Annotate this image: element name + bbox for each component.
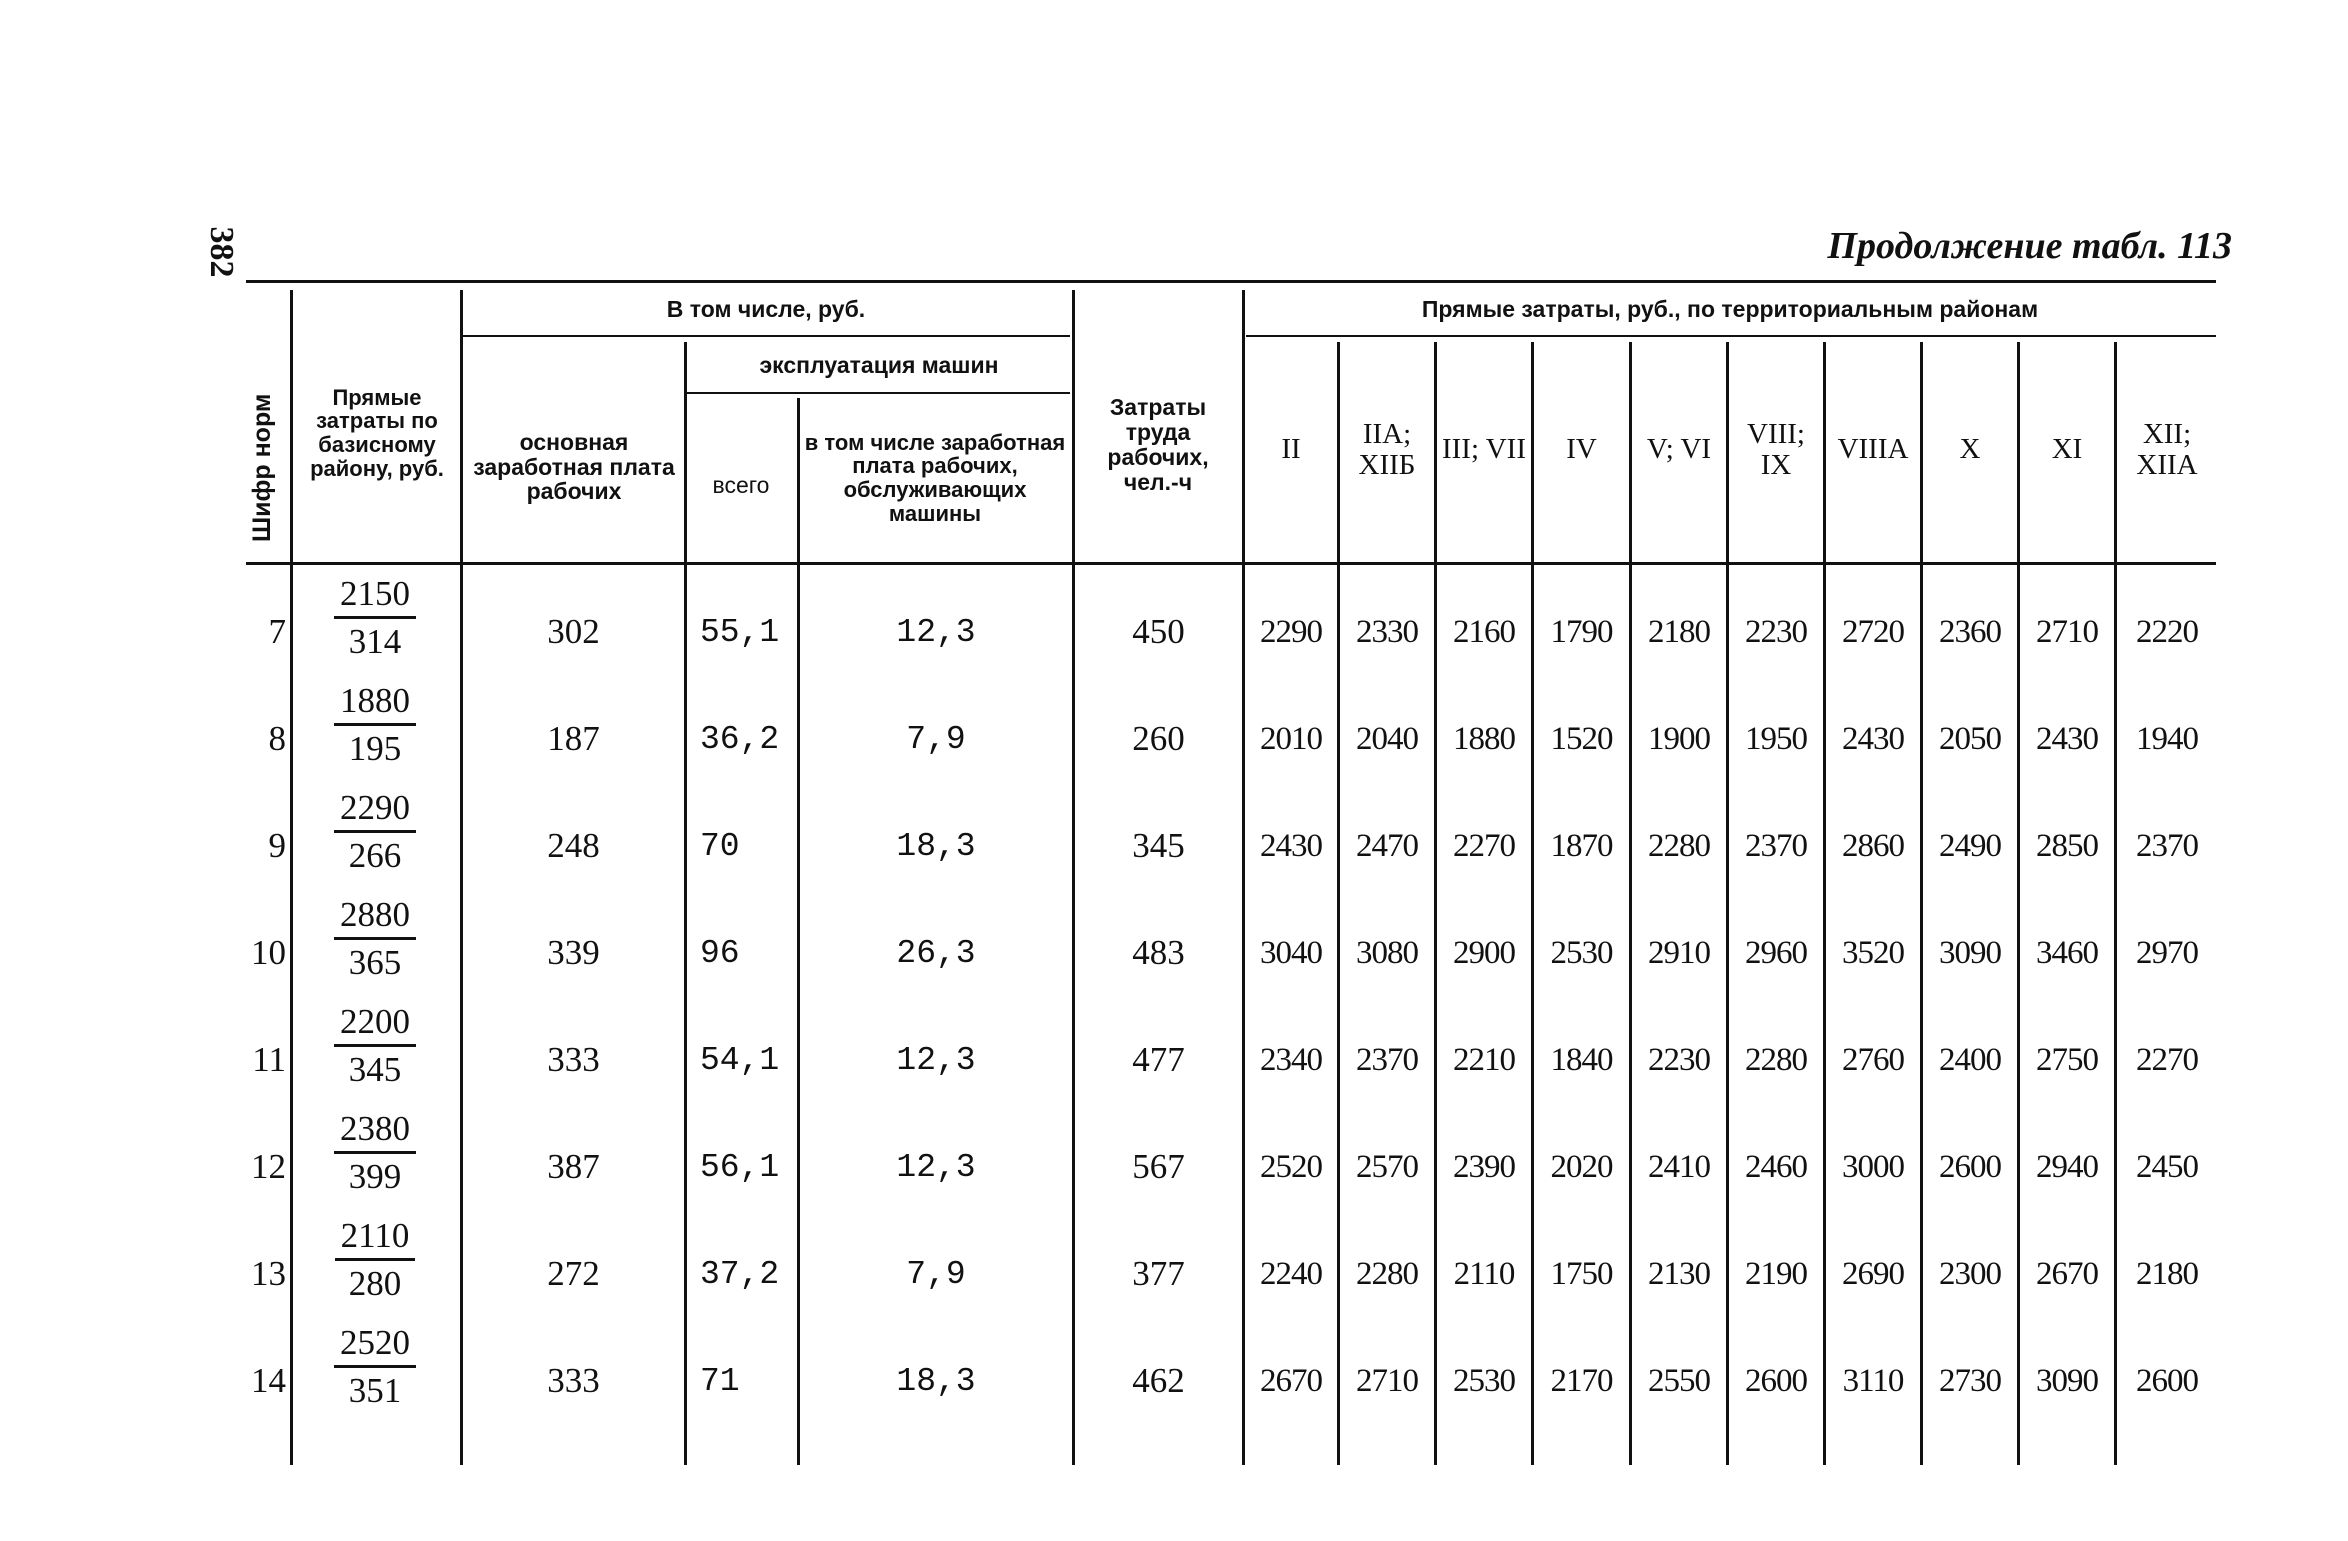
base-cost-lower-value: 399 xyxy=(348,1157,402,1196)
base-cost-value: 2110 xyxy=(335,1214,416,1261)
region-cost-value: 2280 xyxy=(1356,1255,1418,1292)
including-subrule xyxy=(462,335,1070,337)
header-base-cost: Прямые затраты по базисному району, руб. xyxy=(310,384,444,481)
region-cost-value: 2550 xyxy=(1648,1362,1710,1399)
region-cost-value: 2570 xyxy=(1356,1148,1418,1185)
labor-value: 450 xyxy=(1132,612,1185,651)
region-cost-value: 2970 xyxy=(2136,934,2198,971)
row-code: 14 xyxy=(251,1361,286,1400)
header-machine-wage: в том числе заработная плата рабочих, обслуживающих машины xyxy=(804,429,1066,526)
region-cost-value: 1750 xyxy=(1550,1255,1613,1292)
region-cost-value: 2470 xyxy=(1356,827,1418,864)
labor-value: 567 xyxy=(1132,1147,1185,1186)
region-cost-value: 2270 xyxy=(1453,827,1515,864)
base-cost-lower-value: 195 xyxy=(348,729,402,768)
region-cost-value: 2460 xyxy=(1745,1148,1807,1185)
region-cost-value: 1520 xyxy=(1550,720,1613,757)
region-cost-value: 2170 xyxy=(1550,1362,1613,1399)
region-cost-value: 2360 xyxy=(1939,613,2001,650)
region-cost-value: 2230 xyxy=(1745,613,1807,650)
region-cost-value: 2180 xyxy=(1648,613,1710,650)
machine-wage-value: 18,3 xyxy=(896,827,976,865)
base-wage-value: 272 xyxy=(547,1254,600,1293)
header-region: II xyxy=(1281,433,1301,466)
base-wage-value: 248 xyxy=(547,826,600,865)
region-cost-value: 2960 xyxy=(1745,934,1807,971)
base-cost-fraction xyxy=(289,679,461,772)
data-table xyxy=(246,280,2236,1470)
labor-value: 477 xyxy=(1132,1040,1185,1079)
header-region: VIIIA xyxy=(1837,433,1909,466)
base-cost-lower-value: 314 xyxy=(348,622,402,661)
machine-total-value: 37,2 xyxy=(700,1255,780,1293)
base-cost-lower-value: 280 xyxy=(348,1264,402,1303)
header-region: IIA; XIIБ xyxy=(1358,417,1416,481)
region-cost-value: 1840 xyxy=(1550,1041,1613,1078)
region-cost-value: 3110 xyxy=(1842,1362,1904,1399)
machine-wage-value: 12,3 xyxy=(896,1148,976,1186)
region-cost-value: 2940 xyxy=(2036,1148,2098,1185)
base-cost-lower-value: 266 xyxy=(348,836,402,875)
region-cost-value: 2430 xyxy=(1260,827,1322,864)
header-region: III; VII xyxy=(1441,433,1526,466)
region-cost-value: 2050 xyxy=(1939,720,2001,757)
labor-value: 483 xyxy=(1132,933,1185,972)
region-cost-value: 2450 xyxy=(2136,1148,2198,1185)
base-wage-value: 302 xyxy=(547,612,600,651)
machine-total-value: 55,1 xyxy=(700,613,780,651)
base-cost-fraction xyxy=(289,1107,461,1200)
region-cost-value: 2730 xyxy=(1939,1362,2001,1399)
region-cost-value: 2600 xyxy=(1939,1148,2001,1185)
machine-wage-value: 18,3 xyxy=(896,1362,976,1400)
region-cost-value: 2240 xyxy=(1260,1255,1322,1292)
region-cost-value: 1790 xyxy=(1550,613,1613,650)
region-cost-value: 2280 xyxy=(1745,1041,1807,1078)
region-cost-value: 2600 xyxy=(1745,1362,1807,1399)
region-cost-value: 3090 xyxy=(2036,1362,2098,1399)
row-code: 12 xyxy=(251,1147,286,1186)
base-wage-value: 187 xyxy=(547,719,600,758)
machine-total-value: 96 xyxy=(700,934,740,972)
region-cost-value: 2220 xyxy=(2136,613,2198,650)
header-including: В том числе, руб. xyxy=(666,295,866,322)
base-cost-value: 2290 xyxy=(334,786,416,833)
row-code: 7 xyxy=(268,612,286,651)
col-rule xyxy=(684,342,687,1465)
region-cost-value: 2180 xyxy=(2136,1255,2198,1292)
region-cost-value: 2230 xyxy=(1648,1041,1710,1078)
region-cost-value: 3000 xyxy=(1842,1148,1904,1185)
base-cost-fraction xyxy=(289,1214,461,1307)
base-cost-fraction xyxy=(289,893,461,986)
header-region: XII; XIIA xyxy=(2136,417,2198,481)
region-cost-value: 2850 xyxy=(2036,827,2098,864)
base-cost-value: 1880 xyxy=(334,679,416,726)
base-cost-lower-value: 345 xyxy=(348,1050,402,1089)
region-cost-value: 2900 xyxy=(1453,934,1515,971)
region-cost-value: 2670 xyxy=(2036,1255,2098,1292)
region-cost-value: 1900 xyxy=(1648,720,1710,757)
machine-total-value: 56,1 xyxy=(700,1148,780,1186)
labor-value: 462 xyxy=(1132,1361,1185,1400)
machine-total-value: 36,2 xyxy=(700,720,780,758)
region-cost-value: 2370 xyxy=(1356,1041,1418,1078)
region-cost-value: 3520 xyxy=(1842,934,1904,971)
machine-wage-value: 7,9 xyxy=(906,1255,966,1293)
region-cost-value: 2370 xyxy=(2136,827,2198,864)
header-code: Шифр норм xyxy=(248,393,276,542)
region-cost-value: 1950 xyxy=(1745,720,1807,757)
base-cost-fraction xyxy=(289,786,461,879)
table-top-rule xyxy=(246,280,2216,283)
region-cost-value: 3040 xyxy=(1260,934,1322,971)
region-cost-value: 2710 xyxy=(1356,1362,1418,1399)
region-cost-value: 2010 xyxy=(1260,720,1322,757)
region-cost-value: 2300 xyxy=(1939,1255,2001,1292)
machine-wage-value: 26,3 xyxy=(896,934,976,972)
machine-total-value: 71 xyxy=(700,1362,740,1400)
region-cost-value: 2330 xyxy=(1356,613,1418,650)
region-cost-value: 2530 xyxy=(1453,1362,1515,1399)
region-cost-value: 2430 xyxy=(2036,720,2098,757)
header-region: XI xyxy=(2051,433,2083,466)
header-region: X xyxy=(1959,433,1981,466)
region-cost-value: 2040 xyxy=(1356,720,1418,757)
region-cost-value: 2160 xyxy=(1453,613,1515,650)
regions-subrule xyxy=(1246,335,2216,337)
header-base-wage: основная заработная плата рабочих xyxy=(473,428,675,505)
region-cost-value: 2020 xyxy=(1550,1148,1613,1185)
region-cost-value: 3090 xyxy=(1939,934,2001,971)
machine-wage-value: 7,9 xyxy=(906,720,966,758)
machine-wage-value: 12,3 xyxy=(896,613,976,651)
region-cost-value: 2410 xyxy=(1648,1148,1710,1185)
region-cost-value: 2670 xyxy=(1260,1362,1322,1399)
region-cost-value: 2400 xyxy=(1939,1041,2001,1078)
region-cost-value: 2720 xyxy=(1842,613,1904,650)
header-machine: эксплуатация машин xyxy=(759,351,999,378)
region-cost-value: 2370 xyxy=(1745,827,1807,864)
header-region: V; VI xyxy=(1646,433,1712,466)
base-cost-value: 2880 xyxy=(334,893,416,940)
region-cost-value: 2750 xyxy=(2036,1041,2098,1078)
base-wage-value: 339 xyxy=(547,933,600,972)
row-code: 9 xyxy=(268,826,286,865)
header-regions: Прямые затраты, руб., по территориальным районам xyxy=(1421,295,2039,322)
region-cost-value: 2430 xyxy=(1842,720,1904,757)
region-cost-value: 2910 xyxy=(1648,934,1710,971)
row-code: 13 xyxy=(251,1254,286,1293)
region-cost-value: 2690 xyxy=(1842,1255,1904,1292)
base-wage-value: 387 xyxy=(547,1147,600,1186)
region-cost-value: 2520 xyxy=(1260,1148,1322,1185)
base-cost-lower-value: 365 xyxy=(348,943,402,982)
base-cost-value: 2380 xyxy=(334,1107,416,1154)
table-caption: Продолжение табл. 113 xyxy=(1827,225,2232,267)
region-cost-value: 2190 xyxy=(1745,1255,1807,1292)
region-cost-value: 2600 xyxy=(2136,1362,2198,1399)
header-region: VIII; IX xyxy=(1747,417,1805,481)
region-cost-value: 2530 xyxy=(1550,934,1613,971)
region-cost-value: 2110 xyxy=(1453,1255,1515,1292)
region-cost-value: 2280 xyxy=(1648,827,1710,864)
base-cost-fraction xyxy=(289,1321,461,1414)
region-cost-value: 1870 xyxy=(1550,827,1613,864)
base-cost-value: 2520 xyxy=(334,1321,416,1368)
base-cost-value: 2150 xyxy=(334,572,416,619)
base-wage-value: 333 xyxy=(547,1040,600,1079)
header-region: IV xyxy=(1566,433,1597,466)
region-cost-value: 2290 xyxy=(1260,613,1322,650)
base-cost-fraction xyxy=(289,572,461,665)
row-code: 11 xyxy=(252,1040,286,1079)
region-cost-value: 2210 xyxy=(1453,1041,1515,1078)
region-cost-value: 2270 xyxy=(2136,1041,2198,1078)
machine-total-value: 54,1 xyxy=(700,1041,780,1079)
region-cost-value: 2710 xyxy=(2036,613,2098,650)
region-cost-value: 1940 xyxy=(2136,720,2198,757)
header-machine-total: всего xyxy=(712,471,770,498)
row-code: 10 xyxy=(251,933,286,972)
machine-wage-value: 12,3 xyxy=(896,1041,976,1079)
base-wage-value: 333 xyxy=(547,1361,600,1400)
region-cost-value: 3460 xyxy=(2036,934,2098,971)
machine-total-value: 70 xyxy=(700,827,740,865)
region-cost-value: 1880 xyxy=(1453,720,1515,757)
region-cost-value: 2340 xyxy=(1260,1041,1322,1078)
region-cost-value: 2390 xyxy=(1453,1148,1515,1185)
labor-value: 377 xyxy=(1132,1254,1185,1293)
region-cost-value: 2490 xyxy=(1939,827,2001,864)
base-cost-fraction xyxy=(289,1000,461,1093)
machine-subrule xyxy=(687,392,1070,394)
region-cost-value: 2130 xyxy=(1648,1255,1710,1292)
labor-value: 260 xyxy=(1132,719,1185,758)
region-cost-value: 3080 xyxy=(1356,934,1418,971)
base-cost-lower-value: 351 xyxy=(348,1371,402,1410)
row-code: 8 xyxy=(268,719,286,758)
labor-value: 345 xyxy=(1132,826,1185,865)
region-cost-value: 2760 xyxy=(1842,1041,1904,1078)
region-cost-value: 2860 xyxy=(1842,827,1904,864)
base-cost-value: 2200 xyxy=(334,1000,416,1047)
page-number: 382 xyxy=(203,226,240,278)
header-labor: Затраты труда рабочих, чел.-ч xyxy=(1107,394,1209,495)
